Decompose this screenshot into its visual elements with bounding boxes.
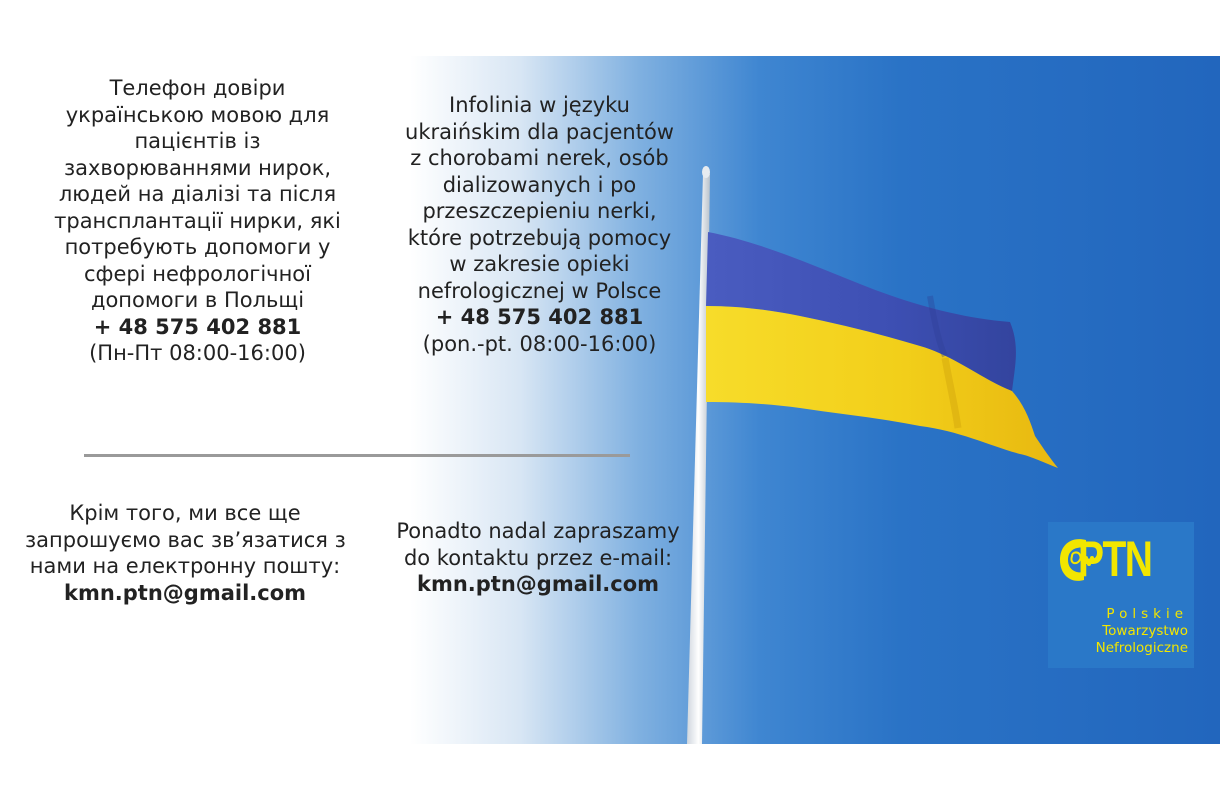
- ua-line: українською мовою для: [65, 102, 330, 127]
- ua-hours: (Пн-Пт 08:00-16:00): [89, 341, 306, 365]
- ua-line: трансплантації нирки, які: [54, 208, 341, 233]
- ua-phone-number[interactable]: + 48 575 402 881: [93, 314, 302, 339]
- ua-email-address[interactable]: kmn.ptn@gmail.com: [63, 580, 306, 605]
- pl-line: Infolinia w języku: [449, 93, 630, 117]
- pl-line: ukraińskim dla pacjentów: [405, 119, 674, 144]
- flagpole-finial: [702, 166, 710, 178]
- ua-line: захворюваннями нирок,: [63, 155, 332, 180]
- logo-name-line: Towarzystwo: [1102, 623, 1188, 639]
- section-divider: [84, 454, 630, 457]
- ua-line: потребують допомоги у: [64, 235, 331, 259]
- ua-email-line: запрошуємо вас зв’язатися з: [25, 527, 346, 552]
- pl-email-line: do kontaktu przez e-mail:: [403, 545, 673, 570]
- ua-line: пацієнтів із: [134, 129, 261, 153]
- logo-name-line: Nefrologiczne: [1095, 640, 1188, 656]
- pl-hotline-text: [392, 92, 687, 357]
- ua-email-text: [25, 500, 345, 606]
- pl-line: przeszczepieniu nerki,: [422, 199, 657, 223]
- logo-name-line: Polskie: [1106, 606, 1188, 622]
- pl-phone-number[interactable]: + 48 575 402 881: [435, 305, 644, 329]
- pl-line: w zakresie opieki: [449, 252, 630, 276]
- ua-line: допомоги в Польщі: [90, 288, 305, 312]
- ua-email-line: нами на електронну пошту:: [29, 554, 341, 578]
- pl-email-text: [388, 518, 688, 598]
- ptn-logo: [1048, 522, 1194, 668]
- ua-line: сфері нефрологічної: [83, 261, 311, 286]
- pl-email-line: Ponadto nadal zapraszamy: [396, 519, 680, 543]
- logo-letters: PTN: [1078, 531, 1152, 587]
- ua-hotline-text: [40, 75, 355, 367]
- pl-email-address[interactable]: kmn.ptn@gmail.com: [416, 572, 659, 596]
- pl-hours: (pon.-pt. 08:00-16:00): [422, 331, 657, 356]
- pl-line: nefrologicznej w Polsce: [417, 278, 662, 303]
- pl-line: które potrzebują pomocy: [407, 225, 672, 250]
- ua-line: людей на діалізі та після: [58, 182, 337, 206]
- ua-line: Телефон довіри: [109, 76, 286, 100]
- pl-line: dializowanych i po: [442, 172, 637, 197]
- ua-email-line: Крім того, ми все ще: [69, 501, 301, 525]
- logo-name: [1054, 606, 1188, 657]
- flagpole: [687, 174, 710, 744]
- pl-line: z chorobami nerek, osób: [410, 146, 669, 170]
